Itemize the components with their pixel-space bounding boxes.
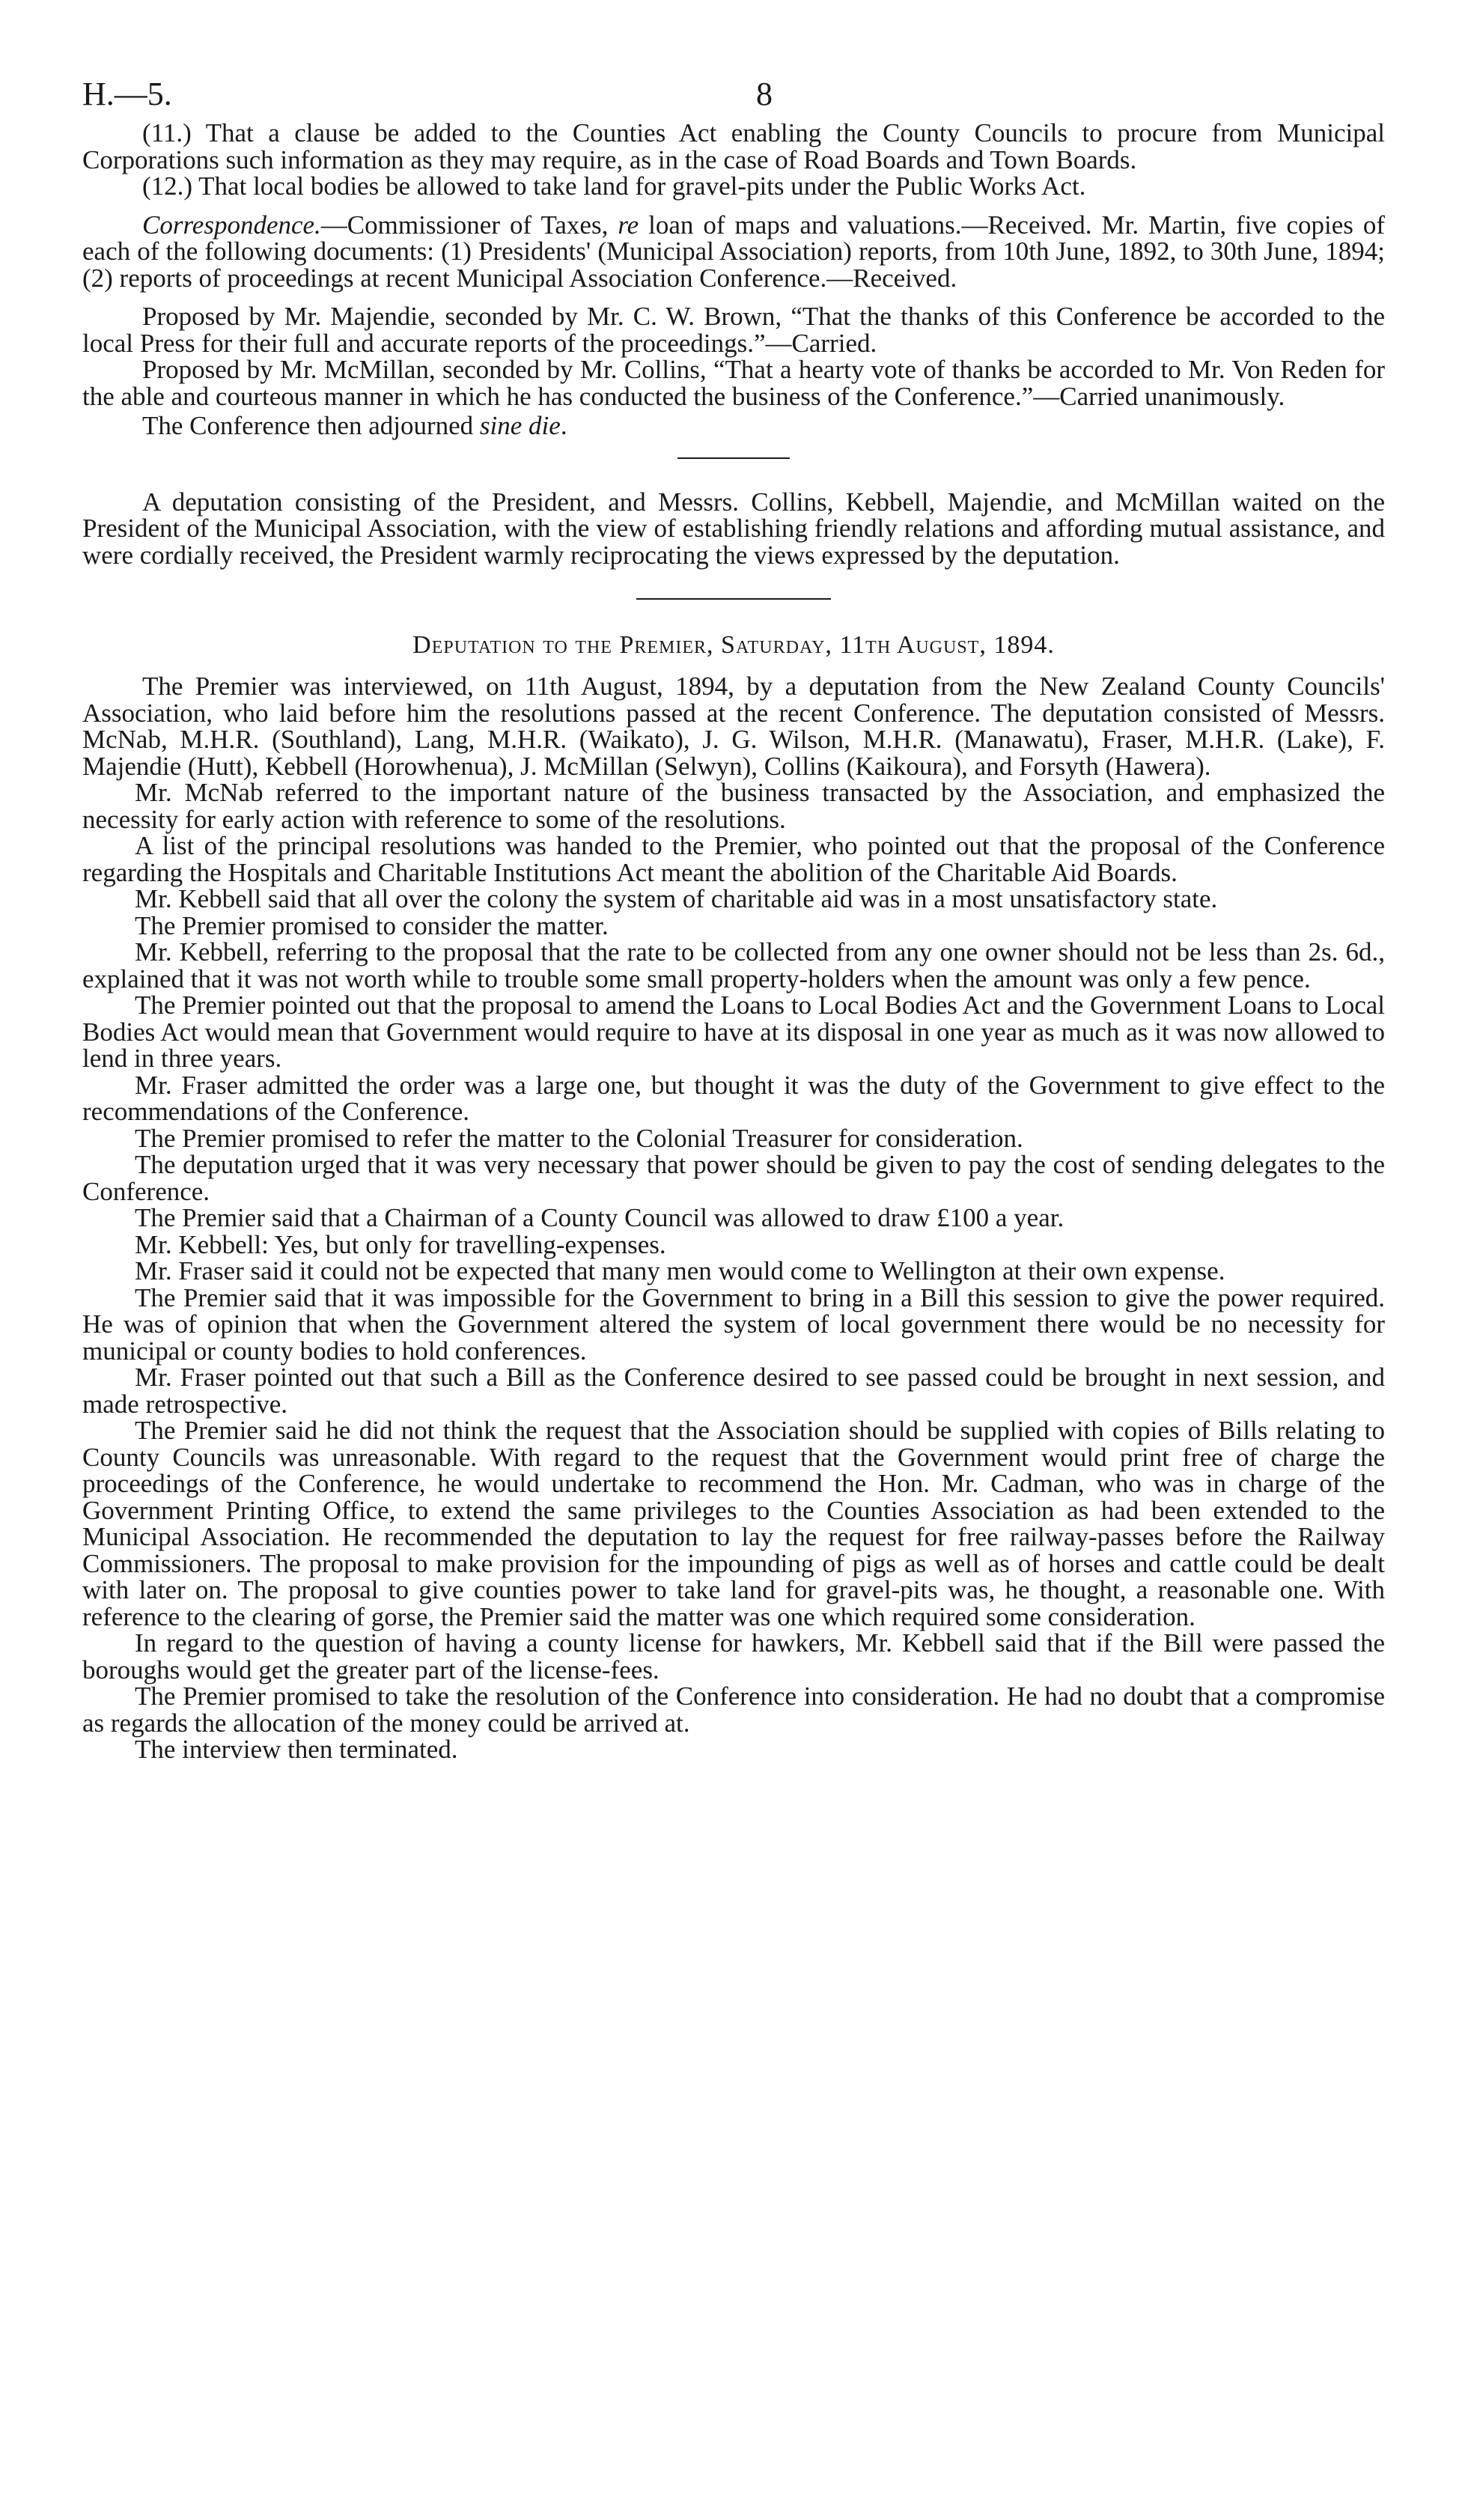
correspondence-label: Correspondence. xyxy=(142,210,321,240)
motion-press-thanks: Proposed by Mr. Majendie, seconded by Mr. C. W. Brown, “That the thanks of this Conference be accorded to the local Press for their full and accurate reports of the proceedings.”—Carried. xyxy=(82,302,1385,358)
report-paragraph: Mr. McNab referred to the important nature of the business transacted by the Association, and emphasized the necessity for early action with reference to some of the resolutions. xyxy=(82,778,1385,834)
report-paragraph: In regard to the question of having a county license for hawkers, Mr. Kebbell said that if the Bill were passed the boroughs would get the greater part of the license-fees. xyxy=(82,1628,1385,1684)
document-page xyxy=(82,75,1385,1763)
resolutions-section xyxy=(82,120,1385,439)
resolution-11: (11.) That a clause be added to the Counties Act enabling the County Councils to procure from Municipal Corporations such information as they may require, as in the case of Road Boards and Town Boards. xyxy=(82,118,1385,174)
report-paragraph: The deputation urged that it was very necessary that power should be given to pay the cost of sending delegates to the Conference. xyxy=(82,1150,1385,1206)
deputation-note: A deputation consisting of the President, and Messrs. Collins, Kebbell, Majendie, and McMillan waited on the President of the Municipal Association, with the view of establishing friendly relations and affording mutual assistance, and were cordially received, the President warmly reciprocating the views expressed by the deputation. xyxy=(82,487,1385,570)
page-number: 8 xyxy=(756,76,773,112)
report-paragraph: Mr. Fraser said it could not be expected that many men would come to Wellington at their own expense. xyxy=(135,1256,1225,1285)
report-paragraph: The Premier promised to take the resolution of the Conference into consideration. He had no doubt that a compromise as regards the allocation of the money could be arrived at. xyxy=(82,1681,1385,1738)
report-paragraph: Mr. Kebbell, referring to the proposal that the rate to be collected from any one owner should not be less than 2s. 6d., explained that it was not worth while to trouble some small property-holders when the amount was only a few pence. xyxy=(82,937,1385,993)
report-paragraph: Mr. Kebbell said that all over the colony the system of charitable aid was in a most unsatisfactory state. xyxy=(135,884,1218,913)
deputation-note-section xyxy=(82,489,1385,569)
section-divider xyxy=(677,457,790,459)
report-paragraph: The Premier pointed out that the proposal to amend the Loans to Local Bodies Act and the Government Loans to Local Bodies Act would mean that Government would require to have at its disposal in one year as much as it was now allowed to lend in three years. xyxy=(82,990,1385,1073)
motion-chairman-thanks: Proposed by Mr. McMillan, seconded by Mr. Collins, “That a hearty vote of thanks be accorded to Mr. Von Reden for the able and courteous manner in which he has conducted the business of the Conference.”—Carried unanimously. xyxy=(82,355,1385,411)
section-divider-long xyxy=(636,598,831,600)
report-paragraph: Mr. Kebbell: Yes, but only for travelling-expenses. xyxy=(135,1229,666,1259)
report-paragraph: The Premier said that a Chairman of a County Council was allowed to draw £100 a year. xyxy=(135,1203,1064,1232)
resolution-12: (12.) That local bodies be allowed to take land for gravel-pits under the Public Works Act. xyxy=(142,171,1086,201)
report-paragraph: The Premier promised to refer the matter to the Colonial Treasurer for consideration. xyxy=(135,1123,1023,1153)
report-paragraph: The interview then terminated. xyxy=(135,1735,458,1764)
report-paragraph: The Premier promised to consider the matter. xyxy=(135,910,609,940)
section-title: Deputation to the Premier, Saturday, 11th August, 1894. xyxy=(412,631,1055,659)
report-paragraph: The Premier was interviewed, on 11th August, 1894, by a deputation from the New Zealand County Councils' Association, who laid before him the resolutions passed at the recent Conference. The deputation consisted of Messrs. McNab, M.H.R. (Southland), Lang, M.H.R. (Waikato), J. G. Wilson, M.H.R. (Manawatu), Fraser, M.H.R. (Lake), F. Majendie (Hutt), Kebbell (Horowhenua), J. McMillan (Selwyn), Collins (Kaikoura), and Forsyth (Hawera). xyxy=(82,672,1385,781)
deputation-report xyxy=(82,673,1385,1763)
report-paragraph: Mr. Fraser admitted the order was a large one, but thought it was the duty of the Government to give effect to the recommendations of the Conference. xyxy=(82,1070,1385,1126)
correspondence-paragraph: Correspondence.—Commissioner of Taxes, re loan of maps and valuations.—Received. Mr. Martin, five copies of each of the following documents: (1) Presidents' (Municipal Association) reports, from 10th June, 1892, to 30th June, 1894; (2) reports of proceedings at recent Municipal Association Conference.—Received. xyxy=(82,210,1385,293)
report-paragraph: A list of the principal resolutions was handed to the Premier, who pointed out that the proposal of the Conference regarding the Hospitals and Charitable Institutions Act meant the abolition of the Charitable Aid Boards. xyxy=(82,831,1385,887)
report-paragraph: The Premier said that it was impossible for the Government to bring in a Bill this session to give the power required. He was of opinion that when the Government altered the system of local government there would be no necessity for municipal or county bodies to hold conferences. xyxy=(82,1282,1385,1366)
adjournment: The Conference then adjourned sine die. xyxy=(142,411,567,440)
report-paragraph: Mr. Fraser pointed out that such a Bill as the Conference desired to see passed could be brought in next session, and made retrospective. xyxy=(82,1363,1385,1419)
report-paragraph: The Premier said he did not think the request that the Association should be supplied with copies of Bills relating to County Councils was unreasonable. With regard to the request that the Government would print free of charge the proceedings of the Conference, he would undertake to recommend the Hon. Mr. Cadman, who was in charge of the Government Printing Office, to extend the same privileges to the Counties Association as had been extended to the Municipal Association. He recommended the deputation to lay the request for free railway-passes before the Railway Commissioners. The proposal to make provision for the impounding of pigs as well as of horses and cattle could be dealt with later on. The proposal to give counties power to take land for gravel-pits was, he thought, a reasonable one. With reference to the clearing of gorse, the Premier said the matter was one which required some consideration. xyxy=(82,1416,1385,1631)
document-reference: H.—5. xyxy=(82,76,172,112)
page-header xyxy=(82,75,1385,120)
